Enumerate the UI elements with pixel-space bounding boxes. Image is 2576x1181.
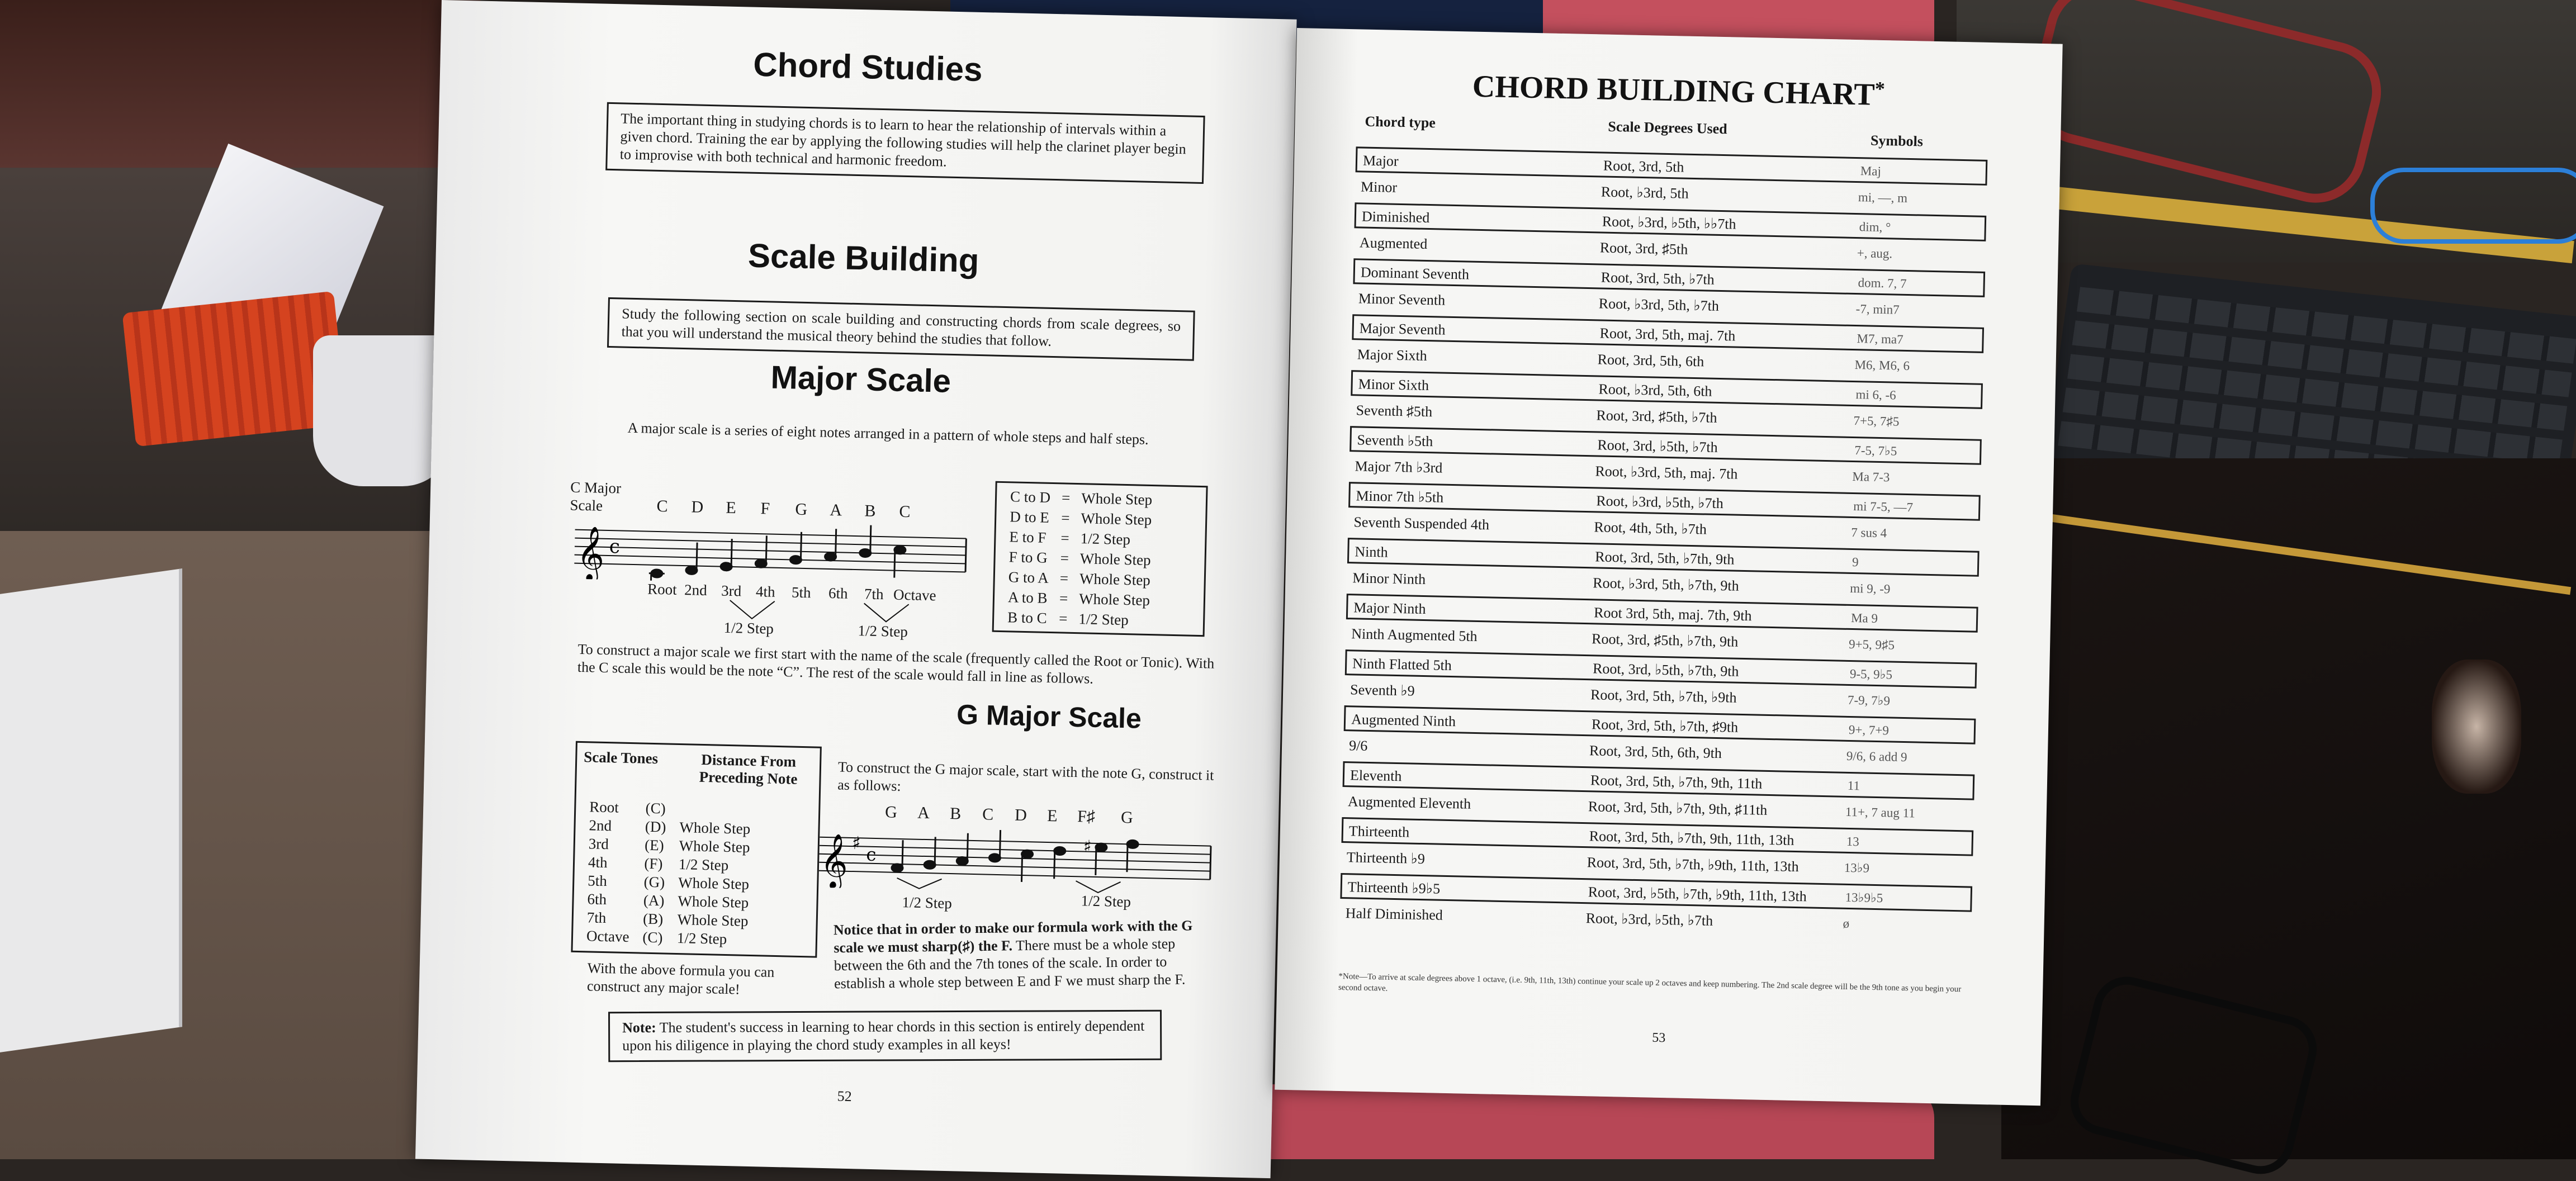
note-label: Note: [622, 1019, 656, 1036]
table-cell: 1/2 Step [1080, 530, 1131, 548]
table-cell: 7th [586, 909, 607, 927]
table-cell: Octave [586, 927, 629, 946]
chord-symbol: mi 7-5, —7 [1853, 499, 1914, 515]
table-cell: E to F [1009, 528, 1046, 546]
table-cell: Root [589, 798, 619, 816]
table-cell: F to G [1008, 548, 1048, 566]
degree-label: 7th [864, 585, 884, 603]
chord-type: Ninth Flatted 5th [1352, 655, 1452, 674]
formula-text: With the above formula you can construct any major scale! [586, 960, 775, 998]
chart-footnote: *Note—To arrive at scale degrees above 1 octave, (i.e. 9th, 11th, 13th) continue your scale up 2 octaves and keep numbering. The 2nd scale degree will be the 9th tone as you begin your second octave. [1338, 971, 1962, 994]
degree-label: 4th [755, 583, 775, 600]
chord-symbol: 7+5, 7♯5 [1853, 414, 1900, 429]
degree-label: 6th [828, 584, 848, 602]
chart-title-text: CHORD BUILDING CHART [1472, 69, 1876, 112]
table-cell: 4th [588, 853, 608, 871]
table-row [581, 834, 756, 857]
chord-symbol: Maj [1860, 164, 1882, 178]
common-time-icon: c [609, 535, 621, 558]
table-cell: Whole Step [679, 837, 750, 856]
chord-type: Major 7th ♭3rd [1355, 458, 1443, 476]
chord-degrees: Root, ♭3rd, 5th, maj. 7th [1595, 463, 1738, 482]
treble-clef-icon: 𝄞 [820, 832, 849, 888]
chord-symbol: 9+, 7+9 [1848, 722, 1890, 738]
chord-type: Minor Ninth [1352, 570, 1426, 588]
chord-type: Major Sixth [1357, 346, 1428, 364]
c-note-letter: A [830, 500, 842, 520]
major-scale-title: Major Scale [770, 359, 951, 400]
table-cell: = [1060, 529, 1070, 547]
half-step-label-4: 1/2 Step [1081, 892, 1131, 910]
scale-tones-table [580, 798, 758, 949]
table-cell: Whole Step [1081, 490, 1153, 509]
chord-degrees: Root, 3rd, 5th [1603, 157, 1684, 176]
chord-degrees: Root, 3rd, ♯5th, ♭7th, 9th [1591, 630, 1739, 650]
scale-building-text: Study the following section on scale building and constructing chords from scale degrees, so that you will understand the musical theory behind the studies that follow. [621, 305, 1181, 349]
c-major-staff [574, 518, 978, 588]
chord-degrees: Root, 4th, 5th, ♭7th [1594, 519, 1707, 538]
chord-degrees: Root, 3rd, ♭5th, ♭7th, 9th [1592, 660, 1739, 680]
chart-title [1295, 65, 2062, 117]
chord-degrees: Root, 3rd, 5th, 6th, 9th [1589, 742, 1722, 762]
table-row [1002, 587, 1156, 610]
chord-symbol: 7-9, 7♭9 [1847, 693, 1891, 708]
chord-symbol: -7, min7 [1855, 302, 1900, 317]
book-page-left [415, 0, 1297, 1178]
table-cell: 1/2 Step [676, 929, 727, 948]
table-row [1002, 607, 1156, 630]
table-cell: = [1059, 570, 1069, 587]
g-note-letter: D [1014, 805, 1027, 825]
scale-tones-header-2: Distance From Preceding Note [699, 751, 798, 788]
sharp-icon: ♯ [1083, 837, 1092, 857]
chord-type: Minor [1360, 178, 1398, 196]
page-number-left: 52 [837, 1088, 853, 1105]
table-cell: (E) [644, 836, 665, 854]
chord-type: Ninth Augmented 5th [1351, 625, 1478, 644]
chord-degrees: Root, 3rd, 5th, ♭7th, 9th, ♯11th [1588, 798, 1768, 818]
chord-symbol: mi 6, -6 [1855, 387, 1896, 402]
chord-type: Dominant Seventh [1360, 264, 1470, 283]
chord-type: Augmented Eleventh [1347, 793, 1471, 812]
g-note-letter: F♯ [1077, 807, 1096, 826]
c-note-letter: D [691, 497, 704, 516]
chord-symbol: 13 [1846, 834, 1859, 849]
chord-type: Half Diminished [1345, 905, 1443, 923]
blue-cable [2370, 168, 2576, 244]
table-row [1003, 547, 1157, 570]
table-cell: G to A [1008, 568, 1049, 586]
half-step-label-3: 1/2 Step [902, 894, 953, 912]
intro-text: The important thing in studying chords is to learn to hear the relationship of intervals within a given chord. Training the ear by applying the following studies will help the clarinet player begin to improvise with both technical and harmonic freedom. [619, 110, 1186, 170]
chord-symbol: 9-5, 9♭5 [1849, 666, 1893, 682]
c-note-letter: B [864, 501, 876, 520]
table-cell: = [1060, 549, 1069, 567]
chord-type: Seventh ♭5th [1357, 431, 1433, 450]
header-chord-type: Chord type [1365, 113, 1436, 131]
steps-table [1002, 486, 1158, 630]
table-cell: (C) [645, 799, 666, 817]
chord-degrees: Root, 3rd, 5th, ♭7th [1600, 269, 1715, 288]
chord-degrees: Root, ♭3rd, 5th, ♭7th, 9th [1593, 575, 1739, 594]
chord-type: Thirteenth ♭9 [1346, 849, 1426, 867]
chord-symbol: 9 [1852, 555, 1859, 570]
c-note-letter: C [656, 496, 668, 516]
table-cell: (F) [644, 855, 663, 872]
chord-symbol: Ma 9 [1850, 610, 1878, 625]
table-cell: (C) [642, 928, 663, 946]
table-cell: (A) [643, 891, 665, 909]
chord-degrees: Root, 3rd, ♯5th [1599, 239, 1688, 258]
chord-symbol: 9+5, 9♯5 [1848, 637, 1895, 652]
table-cell: Whole Step [677, 910, 749, 929]
note-text: The student's success in learning to hear chords in this section is entirely dependent upon his diligence in playing the chord study examples in all keys! [622, 1017, 1145, 1054]
c-note-letter: F [760, 499, 770, 518]
chord-symbol: dim, ° [1859, 220, 1891, 235]
g-note-letter: C [982, 805, 994, 824]
table-cell: 1/2 Step [678, 856, 729, 874]
chord-type: Augmented Ninth [1351, 711, 1456, 730]
chord-degrees: Root, 3rd, 5th, maj. 7th [1599, 325, 1736, 344]
table-row [1002, 567, 1156, 590]
g-major-text: To construct the G major scale, start with the note G, construct it as follows: [837, 758, 1214, 795]
chord-symbol: mi, —, m [1858, 190, 1908, 205]
table-cell: 3rd [588, 835, 609, 853]
chord-degrees: Root, 3rd, 5th, ♭7th, ♭9th, 11th, 13th [1587, 854, 1799, 875]
construct-text: To construct a major scale we first start with the name of the scale (frequently called the Root or Tonic). With the C scale this would be the note “C”. The rest of the scale would fall in line as follows. [577, 641, 1215, 687]
half-step-label-2: 1/2 Step [858, 622, 908, 641]
c-note-letter: G [795, 500, 808, 519]
book-page-right [1275, 28, 2062, 1106]
table-cell: = [1060, 509, 1070, 527]
chord-type: Thirteenth ♭9♭5 [1347, 879, 1441, 897]
chord-degrees: Root, ♭3rd, 5th, 6th [1598, 381, 1712, 400]
light-glare [2432, 660, 2521, 794]
chord-type: Seventh Suspended 4th [1353, 514, 1490, 533]
table-cell: Whole Step [678, 893, 749, 911]
chord-degrees: Root, ♭3rd, 5th [1600, 183, 1689, 202]
g-note-letter: A [917, 803, 930, 823]
table-row [1004, 506, 1158, 530]
chord-degrees: Root, ♭3rd, ♭5th, ♭7th [1585, 910, 1713, 929]
chord-type: Minor Seventh [1358, 290, 1446, 309]
table-cell: (G) [643, 873, 665, 891]
c-note-letter: E [726, 498, 737, 518]
chord-symbol: 13♭9♭5 [1845, 890, 1883, 905]
g-note-letter: G [1120, 808, 1134, 827]
steps-table-box [992, 481, 1208, 637]
degree-label: Octave [893, 586, 936, 604]
degree-label: 2nd [684, 581, 708, 599]
table-cell: 1/2 Step [1078, 610, 1129, 629]
scale-tones-header [583, 748, 813, 794]
table-cell: (B) [642, 910, 664, 928]
chord-type: Seventh ♯5th [1356, 402, 1433, 420]
degree-label: 3rd [721, 582, 742, 600]
table-row [1005, 486, 1158, 510]
g-note-letter: E [1046, 806, 1058, 826]
g-note-letter: B [949, 804, 962, 823]
table-cell [673, 800, 757, 820]
chord-symbol: dom. 7, 7 [1858, 276, 1907, 291]
chord-type: Minor 7th ♭5th [1356, 487, 1444, 506]
chord-type: Major Seventh [1359, 320, 1446, 338]
chord-degrees: Root, 3rd, 5th, ♭7th, 9th, 11th [1590, 772, 1763, 792]
chord-degrees: Root, 3rd, 5th, ♭7th, 9th [1595, 548, 1735, 568]
table-cell: 5th [587, 872, 608, 890]
chord-type: Diminished [1361, 208, 1430, 226]
degree-label: 5th [791, 584, 811, 601]
table-cell: B to C [1007, 609, 1048, 627]
chord-degrees: Root, 3rd, ♭5th, ♭7th [1597, 437, 1718, 456]
note-box [608, 1010, 1162, 1062]
chord-symbol: mi 9, -9 [1849, 581, 1891, 596]
scale-tones-box [571, 741, 821, 958]
chord-type: 9/6 [1348, 737, 1368, 754]
background-wall [0, 0, 481, 168]
notice-paragraph [834, 917, 1215, 993]
chord-symbol: +, aug. [1857, 246, 1893, 261]
chart-title-mark: * [1874, 77, 1886, 101]
chord-degrees: Root, 3rd, ♯5th, ♭7th [1596, 407, 1717, 426]
c-note-letter: C [899, 502, 911, 521]
chord-degrees: Root, 3rd, 5th, 6th [1597, 351, 1704, 370]
chord-degrees: Root, ♭3rd, ♭5th, ♭♭7th [1602, 213, 1736, 233]
chord-degrees: Root, 3rd, 5th, ♭7th, 9th, 11th, 13th [1589, 828, 1794, 848]
table-cell: C to D [1010, 488, 1051, 506]
notice-bold: Notice that in order to make our formula work with the G scale we must sharp(♯) the F. [833, 917, 1193, 956]
scale-tones-header-1: Scale Tones [584, 748, 659, 767]
table-cell: Whole Step [1079, 570, 1151, 589]
chord-symbol: M6, M6, 6 [1854, 358, 1910, 373]
chord-symbol: 11 [1847, 778, 1860, 793]
table-cell: = [1061, 489, 1071, 506]
chord-type: Augmented [1359, 234, 1428, 252]
table-cell: = [1058, 610, 1068, 627]
chord-degrees: Root, ♭3rd, ♭5th, ♭7th [1596, 492, 1724, 512]
table-cell: = [1059, 590, 1068, 607]
chord-degrees: Root, 3rd, 5th, ♭7th, ♭9th [1590, 686, 1737, 706]
white-board [0, 568, 182, 1052]
table-cell: D to E [1009, 508, 1050, 526]
major-scale-text: A major scale is a series of eight notes arranged in a pattern of whole steps and half steps. [627, 419, 1149, 448]
chord-symbol: 7-5, 7♭5 [1854, 443, 1897, 458]
c-major-label-line2: Scale [570, 496, 603, 514]
table-row [1003, 527, 1157, 550]
table-cell: A to B [1007, 589, 1048, 606]
common-time-icon: c [866, 843, 877, 866]
c-major-label-line1: C Major [570, 478, 622, 497]
chord-symbol: M7, ma7 [1857, 331, 1903, 347]
degree-label: Root [647, 580, 678, 598]
chord-type: Ninth [1355, 543, 1388, 561]
table-cell: (D) [645, 818, 666, 836]
chord-symbol: ø [1843, 916, 1850, 931]
chord-symbol: Ma 7-3 [1852, 469, 1890, 485]
scale-building-box [607, 297, 1195, 361]
header-symbols: Symbols [1870, 132, 1924, 150]
chord-symbol: 13♭9 [1844, 860, 1870, 875]
intro-box [605, 102, 1205, 184]
treble-clef-icon: 𝄞 [576, 525, 605, 581]
g-major-title: G Major Scale [956, 699, 1142, 734]
chord-type: Major Ninth [1353, 599, 1426, 618]
chord-type: Minor Sixth [1358, 376, 1429, 394]
table-cell: Whole Step [1081, 510, 1152, 529]
chord-type: Thirteenth [1348, 823, 1410, 841]
chord-degrees: Root 3rd, 5th, maj. 7th, 9th [1593, 604, 1752, 624]
chord-studies-title: Chord Studies [752, 45, 983, 88]
header-scale-degrees: Scale Degrees Used [1608, 118, 1727, 137]
table-cell: 2nd [589, 817, 612, 834]
table-cell: Whole Step [678, 874, 750, 893]
chord-degrees: Root, 3rd, ♭5th, ♭7th, ♭9th, 11th, 13th [1588, 884, 1807, 905]
chord-type: Seventh ♭9 [1349, 681, 1415, 699]
chord-symbol: 9/6, 6 add 9 [1846, 748, 1907, 765]
table-cell: Whole Step [679, 819, 751, 837]
table-cell: 6th [587, 890, 607, 908]
key-sharp-icon: ♯ [851, 832, 861, 854]
chord-symbol: 7 sus 4 [1851, 525, 1887, 540]
half-step-label-1: 1/2 Step [723, 619, 774, 637]
g-major-staff [818, 820, 1223, 897]
chord-type: Major [1362, 152, 1399, 169]
scale-building-title: Scale Building [747, 236, 980, 279]
notice-rest: There must be a whole step between the 6th and the 7th tones of the scale. In order to establish a whole step between E and F we must sharp the F. [834, 935, 1186, 992]
chord-degrees: Root, 3rd, 5th, ♭7th, ♯9th [1591, 716, 1739, 736]
table-cell: Whole Step [1079, 550, 1151, 569]
g-note-letter: G [884, 803, 898, 822]
chord-degrees: Root, ♭3rd, 5th, ♭7th [1598, 295, 1720, 314]
chord-symbol: 11+, 7 aug 11 [1845, 804, 1916, 820]
page-number-right: 53 [1652, 1030, 1666, 1046]
chord-type: Eleventh [1349, 767, 1402, 785]
c-major-label [570, 478, 621, 515]
table-cell: Whole Step [1078, 590, 1150, 609]
